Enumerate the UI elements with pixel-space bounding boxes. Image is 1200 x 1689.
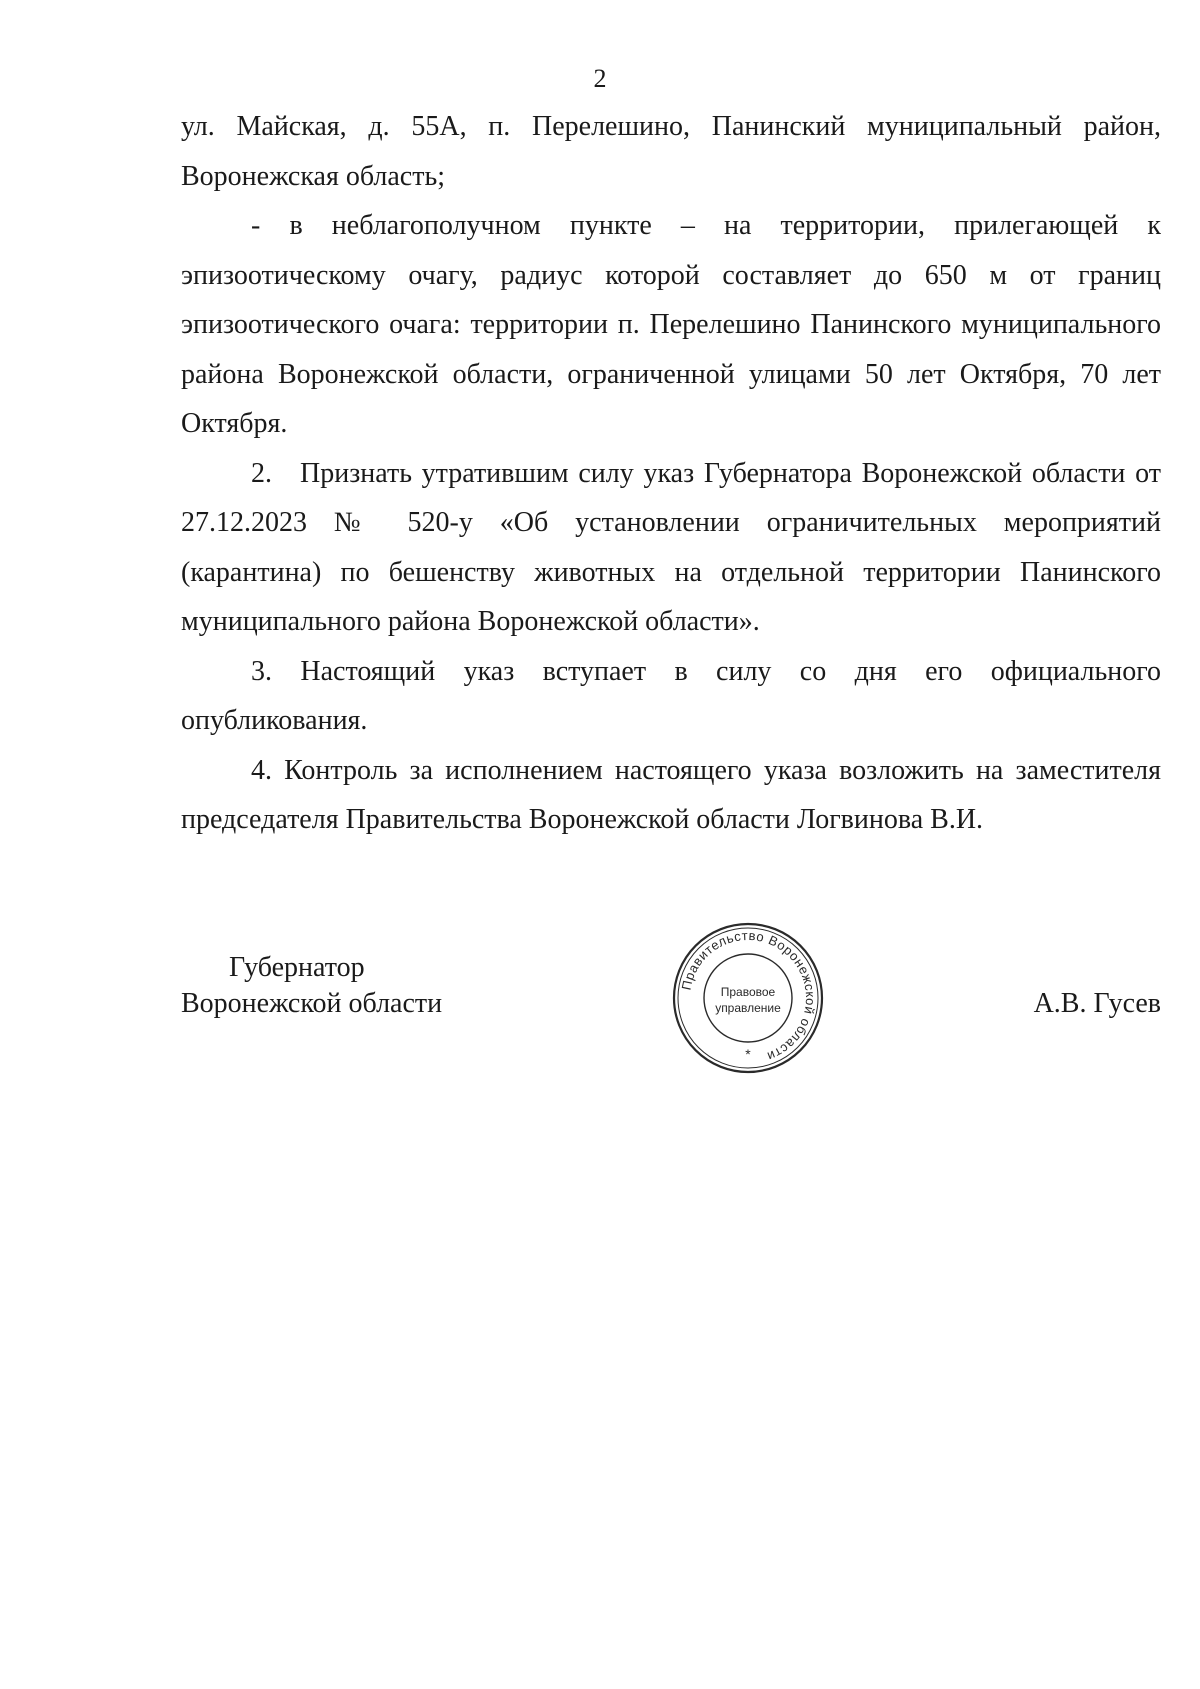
- page-number: 2: [593, 64, 607, 93]
- signatory-title-line1: Губернатор: [229, 952, 365, 983]
- seal-center-line1: Правовое: [720, 985, 776, 999]
- paragraph-infected-area: - в неблагополучном пункте – на территории, прилегающей к эпизоотическому очагу, радиус которой составляет до 650 м от границ эпизоотического очага: территории п. Перелешино Панинского муниципального района Воронежской области, ограниченной улицами 50 лет Октября, 70 лет Октября.: [181, 210, 1161, 439]
- paragraph-item-2: 2. Признать утратившим силу указ Губернатора Воронежской области от 27.12.2023 № 520-у «Об установлении ограничительных мероприятий (карантина) по бешенству животных на отдельной территории Панинского муниципального района Воронежской области».: [181, 457, 1161, 637]
- seal-star: *: [745, 1046, 751, 1062]
- signatory-name: А.В. Гусев: [1033, 988, 1161, 1019]
- official-seal: [668, 918, 828, 1078]
- seal-outer-text: Правительство Воронежской области: [678, 927, 819, 1065]
- seal-center-line2: управление: [715, 1001, 781, 1015]
- paragraph-address: ул. Майская, д. 55А, п. Перелешино, Панинский муниципальный район, Воронежская область;: [181, 111, 1161, 192]
- paragraph-item-3: 3. Настоящий указ вступает в силу со дня его официального опубликования.: [181, 655, 1161, 736]
- signatory-title-line2: Воронежской области: [181, 988, 443, 1019]
- document-body: [181, 102, 1161, 845]
- paragraph-item-4: 4. Контроль за исполнением настоящего указа возложить на заместителя председателя Правительства Воронежской области Логвинова В.И.: [181, 754, 1161, 835]
- signatory-title: [181, 950, 442, 1022]
